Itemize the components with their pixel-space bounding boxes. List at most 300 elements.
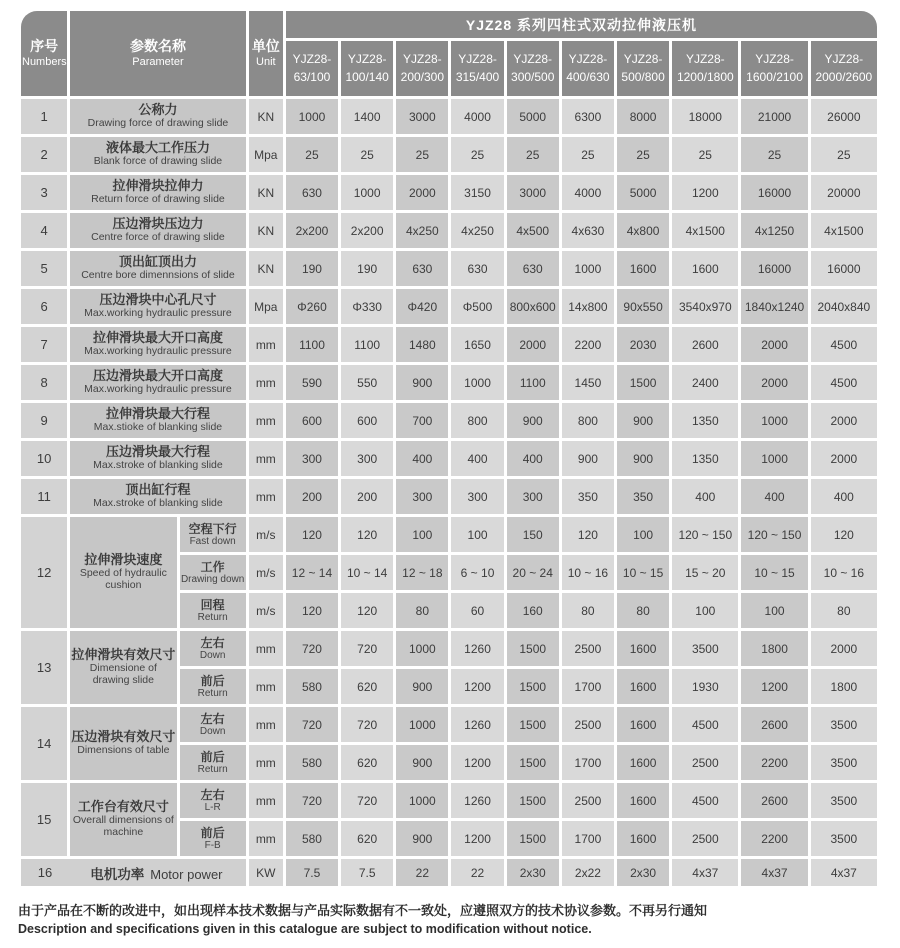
value-cell: 2200 — [741, 745, 807, 780]
param-name-zh: 拉伸滑块速度 — [84, 552, 163, 568]
value-cell: 2500 — [672, 745, 738, 780]
param-name-zh: 压边滑块中心孔尺寸 — [99, 292, 217, 308]
value-cell: 1260 — [451, 783, 503, 818]
value-cell: 16000 — [741, 251, 807, 286]
model-line1: YJZ28- — [292, 52, 332, 67]
value-cell: 630 — [286, 175, 338, 210]
value-cell: 720 — [286, 783, 338, 818]
numbers-header-zh: 序号 — [30, 38, 59, 55]
value-cell: 3540x970 — [672, 289, 738, 324]
value-cell: 1500 — [507, 631, 559, 666]
model-line2: 500/800 — [621, 69, 665, 84]
value-cell: 120 — [341, 593, 393, 628]
value-cell: 1000 — [562, 251, 614, 286]
value-cell: 18000 — [672, 99, 738, 134]
param-name-en: Max.stioke of blanking slide — [93, 421, 223, 434]
value-cell: 16000 — [741, 175, 807, 210]
table-row — [21, 213, 877, 248]
value-cell: 600 — [341, 403, 393, 438]
value-cell: 100 — [396, 517, 448, 552]
value-cell: 2x30 — [617, 859, 669, 886]
table-row — [21, 859, 877, 886]
model-line2: 315/400 — [455, 69, 500, 84]
motor-power-cell — [21, 859, 246, 886]
value-cell: 4x250 — [451, 213, 503, 248]
model-line2: 63/100 — [293, 69, 331, 84]
value-cell: 190 — [341, 251, 393, 286]
unit-header-en: Unit — [256, 56, 276, 69]
parameter-header — [70, 11, 246, 96]
param-name — [70, 783, 176, 856]
param-name-en: Dimensione of drawing slide — [89, 662, 157, 686]
value-cell: 3000 — [507, 175, 559, 210]
value-cell: 1800 — [741, 631, 807, 666]
param-name-en: Return force of drawing slide — [91, 193, 225, 206]
value-cell: 25 — [341, 137, 393, 172]
value-cell: 300 — [341, 441, 393, 476]
value-cell: 25 — [507, 137, 559, 172]
param-name-en: Dimensions of table — [77, 744, 170, 757]
value-cell: 400 — [672, 479, 738, 514]
value-cell: 350 — [562, 479, 614, 514]
sub-param-zh: 前后 — [200, 749, 225, 764]
row-number: 12 — [21, 517, 67, 628]
value-cell: 720 — [341, 707, 393, 742]
value-cell: 4x1500 — [672, 213, 738, 248]
table-row — [21, 175, 877, 210]
model-line2: 2000/2600 — [815, 69, 873, 84]
row-number: 11 — [21, 479, 67, 514]
value-cell: 3500 — [811, 707, 877, 742]
value-cell: 4000 — [562, 175, 614, 210]
value-cell: 4x800 — [617, 213, 669, 248]
value-cell: 800 — [451, 403, 503, 438]
param-name-en: Drawing force of drawing slide — [87, 117, 229, 130]
value-cell: 5000 — [507, 99, 559, 134]
value-cell: 4500 — [672, 783, 738, 818]
param-name — [70, 479, 246, 514]
value-cell: 350 — [617, 479, 669, 514]
value-cell: 400 — [451, 441, 503, 476]
value-cell: 700 — [396, 403, 448, 438]
value-cell: 1700 — [562, 745, 614, 780]
value-cell: 400 — [811, 479, 877, 514]
value-cell: 1500 — [507, 669, 559, 704]
unit-cell: mm — [249, 707, 283, 742]
value-cell: 200 — [286, 479, 338, 514]
value-cell: 2000 — [396, 175, 448, 210]
value-cell: 2000 — [507, 327, 559, 362]
value-cell: 720 — [286, 707, 338, 742]
row-number: 14 — [21, 707, 67, 780]
model-line2: 400/630 — [566, 69, 610, 84]
table-body — [21, 99, 877, 886]
param-name-zh: 压边滑块压边力 — [112, 216, 204, 232]
model-line1: YJZ28- — [347, 52, 387, 67]
row-number: 8 — [21, 365, 67, 400]
value-cell: 2x200 — [341, 213, 393, 248]
value-cell: 900 — [617, 441, 669, 476]
value-cell: 25 — [672, 137, 738, 172]
param-name-zh: 液体最大工作压力 — [105, 140, 210, 156]
value-cell: 2600 — [672, 327, 738, 362]
value-cell: 7.5 — [341, 859, 393, 886]
param-name — [70, 251, 246, 286]
unit-cell: Mpa — [249, 289, 283, 324]
value-cell: 900 — [617, 403, 669, 438]
value-cell: 80 — [811, 593, 877, 628]
param-name-en: Max.working hydraulic pressure — [84, 383, 232, 396]
unit-cell: KW — [249, 859, 283, 886]
value-cell: 1600 — [617, 631, 669, 666]
row-number: 7 — [21, 327, 67, 362]
value-cell: 630 — [396, 251, 448, 286]
value-cell: 720 — [286, 631, 338, 666]
value-cell: 1700 — [562, 669, 614, 704]
value-cell: 590 — [286, 365, 338, 400]
param-name — [70, 631, 176, 704]
value-cell: 4x630 — [562, 213, 614, 248]
param-name-en: Speed of hydraulic cushion — [79, 567, 167, 591]
value-cell: 1500 — [507, 707, 559, 742]
value-cell: 120 — [286, 517, 338, 552]
value-cell: 300 — [451, 479, 503, 514]
value-cell: 3150 — [451, 175, 503, 210]
value-cell: 80 — [562, 593, 614, 628]
table-row — [21, 517, 877, 552]
value-cell: 12 ~ 14 — [286, 555, 338, 590]
value-cell: 1600 — [617, 251, 669, 286]
value-cell: 1600 — [617, 707, 669, 742]
unit-header — [249, 11, 283, 96]
parameter-header-en: Parameter — [132, 56, 184, 69]
param-name: 电机功率 Motor power — [90, 866, 223, 882]
value-cell: 2200 — [562, 327, 614, 362]
value-cell: 1200 — [451, 745, 503, 780]
unit-cell: Mpa — [249, 137, 283, 172]
unit-cell: mm — [249, 403, 283, 438]
value-cell: 1260 — [451, 707, 503, 742]
value-cell: 3500 — [811, 745, 877, 780]
sub-param-en: Return — [197, 688, 228, 700]
value-cell: 3500 — [811, 783, 877, 818]
unit-cell: mm — [249, 821, 283, 856]
value-cell: 80 — [617, 593, 669, 628]
table-row — [21, 707, 877, 742]
sub-param — [180, 555, 246, 590]
param-name — [70, 213, 246, 248]
value-cell: 4500 — [672, 707, 738, 742]
sub-param-en: Return — [197, 764, 228, 776]
row-number: 2 — [21, 137, 67, 172]
value-cell: 10 ~ 14 — [341, 555, 393, 590]
unit-cell: KN — [249, 213, 283, 248]
model-header-9 — [741, 41, 807, 96]
value-cell: 3500 — [811, 821, 877, 856]
value-cell: 1350 — [672, 403, 738, 438]
param-name-zh: 压边滑块有效尺寸 — [71, 729, 176, 745]
value-cell: 1000 — [341, 175, 393, 210]
param-name — [70, 403, 246, 438]
value-cell: 2500 — [562, 631, 614, 666]
table-row — [21, 403, 877, 438]
numbers-header — [21, 11, 67, 96]
unit-cell: mm — [249, 327, 283, 362]
sub-param — [180, 593, 246, 628]
value-cell: 4x37 — [672, 859, 738, 886]
table-row — [21, 137, 877, 172]
value-cell: 1600 — [617, 821, 669, 856]
param-name-zh: 压边滑块最大开口高度 — [92, 368, 223, 384]
sub-param-zh: 左右 — [200, 711, 225, 726]
value-cell: 1200 — [451, 821, 503, 856]
value-cell: 1500 — [507, 783, 559, 818]
parameter-header-zh: 参数名称 — [129, 38, 186, 55]
sub-param — [180, 517, 246, 552]
unit-cell: m/s — [249, 555, 283, 590]
value-cell: 1930 — [672, 669, 738, 704]
param-name-zh: 顶出缸行程 — [125, 482, 191, 498]
value-cell: 900 — [507, 403, 559, 438]
value-cell: 4500 — [811, 365, 877, 400]
param-name-zh: 拉伸滑块有效尺寸 — [71, 647, 176, 663]
value-cell: 120 — [811, 517, 877, 552]
param-name-en: Max.stroke of blanking slide — [93, 459, 223, 472]
value-cell: 4x1500 — [811, 213, 877, 248]
value-cell: 6300 — [562, 99, 614, 134]
value-cell: 1100 — [286, 327, 338, 362]
unit-cell: mm — [249, 783, 283, 818]
model-header-7 — [617, 41, 669, 96]
value-cell: 2030 — [617, 327, 669, 362]
unit-cell: KN — [249, 175, 283, 210]
value-cell: 2040x840 — [811, 289, 877, 324]
value-cell: 12 ~ 18 — [396, 555, 448, 590]
table-row — [21, 99, 877, 134]
value-cell: 190 — [286, 251, 338, 286]
model-line1: YJZ28- — [513, 52, 553, 67]
value-cell: 200 — [341, 479, 393, 514]
value-cell: 1200 — [451, 669, 503, 704]
value-cell: 25 — [811, 137, 877, 172]
motor-power-row — [22, 863, 245, 883]
value-cell: 2000 — [811, 403, 877, 438]
param-name-zh: 电机功率 — [90, 866, 145, 882]
value-cell: 1200 — [741, 669, 807, 704]
row-number: 9 — [21, 403, 67, 438]
sub-param-en: F-B — [204, 840, 221, 852]
numbers-header-en: Numbers — [22, 56, 67, 69]
value-cell: 1800 — [811, 669, 877, 704]
sub-param-en: Down — [199, 650, 226, 662]
value-cell: 300 — [396, 479, 448, 514]
sub-param — [180, 821, 246, 856]
value-cell: 4x1250 — [741, 213, 807, 248]
value-cell: 4x500 — [507, 213, 559, 248]
value-cell: 100 — [741, 593, 807, 628]
unit-cell: mm — [249, 479, 283, 514]
value-cell: 720 — [341, 783, 393, 818]
row-number: 4 — [21, 213, 67, 248]
value-cell: 100 — [672, 593, 738, 628]
value-cell: 600 — [286, 403, 338, 438]
value-cell: 1500 — [617, 365, 669, 400]
sub-param-en: L-R — [204, 802, 221, 814]
value-cell: 22 — [451, 859, 503, 886]
model-header-6 — [562, 41, 614, 96]
value-cell: 2000 — [811, 441, 877, 476]
value-cell: 150 — [507, 517, 559, 552]
value-cell: 100 — [617, 517, 669, 552]
value-cell: 1200 — [672, 175, 738, 210]
value-cell: 2000 — [741, 327, 807, 362]
value-cell: 120 — [562, 517, 614, 552]
value-cell: Φ500 — [451, 289, 503, 324]
value-cell: 1260 — [451, 631, 503, 666]
value-cell: 2x200 — [286, 213, 338, 248]
value-cell: 1000 — [396, 707, 448, 742]
unit-cell: mm — [249, 365, 283, 400]
sub-param-en: Fast down — [189, 536, 236, 548]
value-cell: 900 — [396, 669, 448, 704]
value-cell: 10 ~ 16 — [562, 555, 614, 590]
model-line1: YJZ28- — [755, 52, 794, 67]
sub-param-zh: 前后 — [200, 673, 225, 688]
value-cell: 620 — [341, 821, 393, 856]
value-cell: 2000 — [811, 631, 877, 666]
value-cell: 25 — [286, 137, 338, 172]
model-line1: YJZ28- — [685, 52, 725, 67]
model-header-2 — [341, 41, 393, 96]
value-cell: 10 ~ 15 — [617, 555, 669, 590]
value-cell: 2500 — [562, 783, 614, 818]
footer-note-en: Description and specifications given in this catalogue are subject to modification without notice. — [18, 921, 592, 936]
value-cell: 1000 — [741, 403, 807, 438]
value-cell: 25 — [396, 137, 448, 172]
value-cell: 1600 — [617, 669, 669, 704]
table-row — [21, 365, 877, 400]
table-header — [21, 11, 877, 96]
sub-param-zh: 回程 — [200, 597, 225, 612]
param-name — [70, 707, 176, 780]
value-cell: 20000 — [811, 175, 877, 210]
value-cell: 16000 — [811, 251, 877, 286]
value-cell: 900 — [396, 821, 448, 856]
unit-cell: mm — [249, 745, 283, 780]
value-cell: 900 — [396, 745, 448, 780]
row-number: 13 — [21, 631, 67, 704]
value-cell: 1000 — [286, 99, 338, 134]
param-name-en: Overall dimensions of machine — [72, 814, 174, 838]
table-row — [21, 251, 877, 286]
value-cell: 2x30 — [507, 859, 559, 886]
table-row — [21, 479, 877, 514]
value-cell: 10 ~ 16 — [811, 555, 877, 590]
value-cell: 60 — [451, 593, 503, 628]
value-cell: 120 ~ 150 — [672, 517, 738, 552]
value-cell: 400 — [741, 479, 807, 514]
param-name — [70, 441, 246, 476]
value-cell: 1000 — [396, 631, 448, 666]
table-title: YJZ28 系列四柱式双动拉伸液压机 — [286, 11, 877, 38]
value-cell: 1500 — [507, 821, 559, 856]
value-cell: 4x37 — [811, 859, 877, 886]
value-cell: Φ330 — [341, 289, 393, 324]
value-cell: 100 — [451, 517, 503, 552]
value-cell: 160 — [507, 593, 559, 628]
model-header-8 — [672, 41, 738, 96]
model-line1: YJZ28- — [623, 52, 663, 67]
value-cell: 1400 — [341, 99, 393, 134]
unit-cell: mm — [249, 669, 283, 704]
value-cell: 300 — [507, 479, 559, 514]
model-line1: YJZ28- — [403, 52, 442, 67]
value-cell: 400 — [396, 441, 448, 476]
param-name — [70, 517, 176, 628]
param-name — [70, 137, 246, 172]
sub-param-zh: 左右 — [200, 787, 225, 802]
param-name-zh: 拉伸滑块最大开口高度 — [92, 330, 223, 346]
value-cell: 720 — [341, 631, 393, 666]
row-number: 15 — [21, 783, 67, 856]
sub-param-en: Return — [197, 612, 228, 624]
value-cell: 2200 — [741, 821, 807, 856]
model-line1: YJZ28- — [568, 52, 608, 67]
value-cell: 22 — [396, 859, 448, 886]
value-cell: 1480 — [396, 327, 448, 362]
unit-cell: KN — [249, 251, 283, 286]
value-cell: 6 ~ 10 — [451, 555, 503, 590]
value-cell: 120 — [286, 593, 338, 628]
value-cell: 4x250 — [396, 213, 448, 248]
model-line2: 100/140 — [345, 69, 389, 84]
model-header-5 — [507, 41, 559, 96]
unit-cell: m/s — [249, 517, 283, 552]
model-line1: YJZ28- — [458, 52, 497, 67]
value-cell: 1600 — [617, 783, 669, 818]
sub-param-zh: 前后 — [200, 825, 225, 840]
value-cell: 2500 — [562, 707, 614, 742]
param-name-en: Centre bore dimennsions of slide — [81, 269, 235, 282]
unit-cell: mm — [249, 441, 283, 476]
param-name-zh: 拉伸滑块最大行程 — [105, 406, 210, 422]
row-number: 6 — [21, 289, 67, 324]
value-cell: 2400 — [672, 365, 738, 400]
value-cell: 620 — [341, 669, 393, 704]
param-name-zh: 压边滑块最大行程 — [105, 444, 210, 460]
param-name-en: Blank force of drawing slide — [93, 155, 223, 168]
value-cell: 25 — [617, 137, 669, 172]
spec-table — [18, 8, 880, 889]
param-name-zh: 工作台有效尺寸 — [77, 799, 169, 815]
value-cell: 1500 — [507, 745, 559, 780]
value-cell: 5000 — [617, 175, 669, 210]
value-cell: 4000 — [451, 99, 503, 134]
value-cell: 900 — [562, 441, 614, 476]
value-cell: 4x37 — [741, 859, 807, 886]
param-name-en: Max.stroke of blanking slide — [93, 497, 223, 510]
unit-cell: mm — [249, 631, 283, 666]
value-cell: 1000 — [741, 441, 807, 476]
value-cell: 3500 — [672, 631, 738, 666]
param-name-en: Max.working hydraulic pressure — [84, 307, 232, 320]
value-cell: 10 ~ 15 — [741, 555, 807, 590]
row-number: 1 — [21, 99, 67, 134]
sub-param-en: Down — [199, 726, 226, 738]
row-number: 3 — [21, 175, 67, 210]
model-line2: 1600/2100 — [746, 69, 803, 84]
value-cell: 3000 — [396, 99, 448, 134]
